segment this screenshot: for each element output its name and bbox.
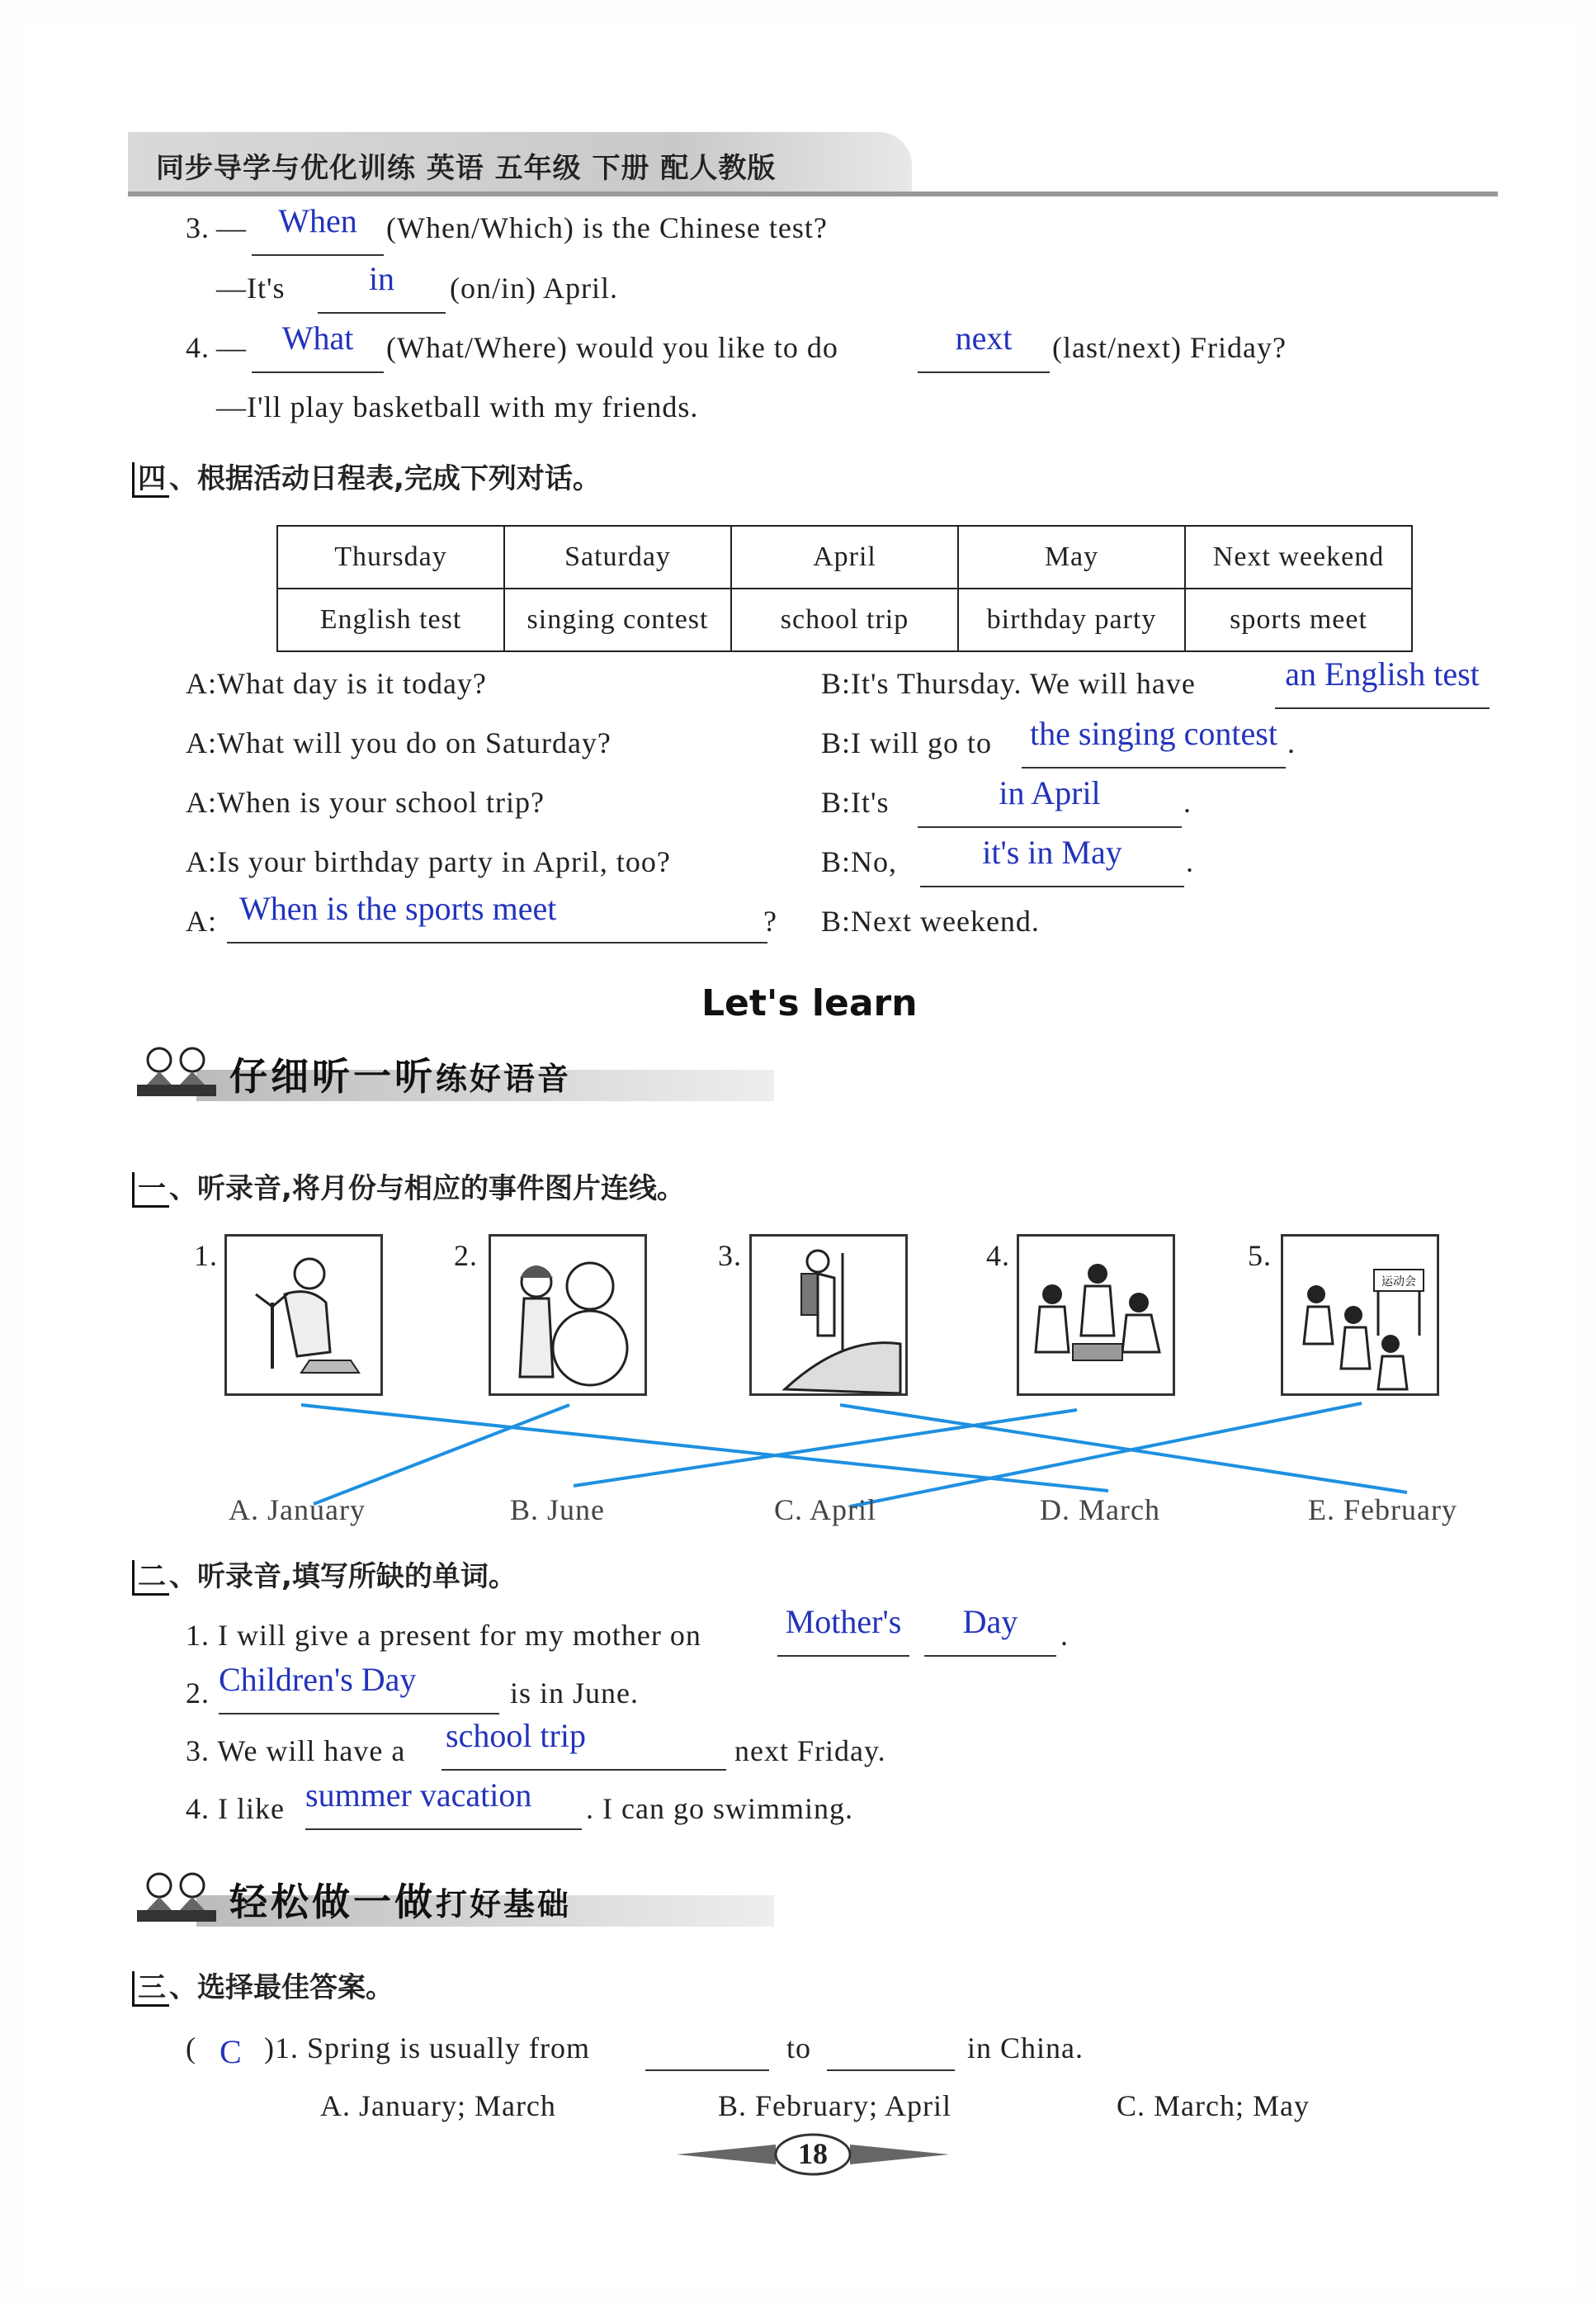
section2-number: 二: [132, 1560, 169, 1596]
fill-item-2-post: is in June.: [510, 1677, 640, 1710]
practice-banner: [130, 1872, 791, 1930]
fill-item-2-blank[interactable]: [219, 1663, 499, 1714]
fill-item-4-blank[interactable]: [305, 1776, 582, 1830]
table-cell: April: [731, 526, 958, 589]
choice-q1-mid: to: [786, 2031, 812, 2064]
section2-title: 、听录音,填写所缺的单词。: [169, 1560, 517, 1593]
item4-question-end: (last/next) Friday?: [1052, 331, 1287, 364]
listen-banner-big: 仔细听一听: [229, 1054, 436, 1099]
item3-num: 3.: [186, 211, 210, 244]
choice-q1-option-c[interactable]: C. March; May: [1117, 2089, 1310, 2122]
fill-item-4-pre: 4. I like: [186, 1792, 285, 1825]
dialog-a4: A:Is your birthday party in April, too?: [186, 845, 671, 878]
dialog-a2: A:What will you do on Saturday?: [186, 726, 611, 759]
choice-q1-blank-1[interactable]: [645, 2020, 769, 2071]
fill-item-1-pre: 1. I will give a present for my mother on: [186, 1619, 701, 1652]
month-c[interactable]: C. April: [774, 1493, 877, 1526]
fill-item-4-answer: summer vacation: [305, 1776, 532, 1814]
fill-item-4-post: . I can go swimming.: [586, 1792, 853, 1825]
page-number: 18: [798, 2137, 828, 2170]
section4-title: 、根据活动日程表,完成下列对话。: [169, 462, 601, 495]
dialog-b2-end: .: [1287, 726, 1296, 759]
month-e[interactable]: E. February: [1308, 1493, 1457, 1526]
item3-reply-pre: —It's: [216, 272, 286, 305]
section3-number: 三: [132, 1971, 169, 2007]
table-cell: English test: [277, 589, 504, 651]
table-cell: school trip: [731, 589, 958, 651]
dialog-b4-answer: it's in May: [982, 834, 1122, 871]
section2-heading: [132, 1554, 517, 1594]
item4-dash: —: [216, 331, 247, 364]
month-d[interactable]: D. March: [1040, 1493, 1160, 1526]
dialog-a5-answer: When is the sports meet: [239, 890, 557, 927]
dialog-a3: A:When is your school trip?: [186, 786, 545, 819]
page-number-ornament: [677, 2130, 949, 2179]
dialog-a1: A:What day is it today?: [186, 667, 487, 700]
fill-item-1-blank-1[interactable]: [777, 1603, 909, 1657]
dialog-b3: B:It's: [821, 786, 890, 819]
header-title: 同步导学与优化训练 英语 五年级 下册 配人教版: [156, 152, 777, 185]
practice-banner-big: 轻松做一做: [229, 1880, 436, 1924]
choice-q1-blank-2[interactable]: [827, 2020, 955, 2071]
dialog-b1-answer: an English test: [1285, 655, 1480, 693]
choice-q1-post: in China.: [967, 2031, 1084, 2064]
item3-question: (When/Which) is the Chinese test?: [386, 211, 828, 244]
fill-item-3-blank[interactable]: [441, 1719, 726, 1771]
section3-title: 、选择最佳答案。: [169, 1971, 394, 2004]
section3-heading: [132, 1965, 394, 2005]
item4-next-answer: next: [955, 319, 1013, 357]
dialog-b1: B:It's Thursday. We will have: [821, 667, 1196, 700]
item4-reply: —I'll play basketball with my friends.: [216, 390, 699, 423]
table-cell: May: [958, 526, 1185, 589]
fill-item-1-post: .: [1060, 1619, 1069, 1652]
pic-label-4: 4.: [986, 1239, 1010, 1272]
listen-banner-small: 练好语音: [436, 1061, 572, 1097]
item4-num: 4.: [186, 331, 210, 364]
month-b[interactable]: B. June: [510, 1493, 605, 1526]
pic-label-5: 5.: [1248, 1239, 1272, 1272]
section1-number: 一: [132, 1172, 169, 1208]
section4-number: 四: [132, 462, 169, 498]
choice-q1-answer[interactable]: C: [220, 2033, 242, 2070]
pic-label-1: 1.: [194, 1239, 218, 1272]
table-cell: birthday party: [958, 589, 1185, 651]
sports-meet-sign: 运动会: [1381, 1275, 1416, 1289]
table-cell: Saturday: [504, 526, 731, 589]
item3-reply-answer: in: [368, 260, 395, 297]
table-cell: Next weekend: [1185, 526, 1412, 589]
choice-q1-option-b[interactable]: B. February; April: [718, 2089, 951, 2122]
choice-q1-stem: )1. Spring is usually from: [264, 2031, 590, 2064]
item4-answer: What: [281, 319, 354, 357]
table-cell: Thursday: [277, 526, 504, 589]
dialog-b5: B:Next weekend.: [821, 905, 1040, 938]
item4-question: (What/Where) would you like to do: [386, 331, 838, 364]
dialog-a5-pre: A:: [186, 905, 217, 938]
item3-answer: When: [278, 202, 357, 239]
fill-item-3-answer: school trip: [446, 1717, 586, 1754]
practice-banner-small: 打好基础: [436, 1886, 572, 1923]
fill-item-2-answer: Children's Day: [219, 1661, 417, 1698]
lets-learn-heading: Let's learn: [701, 982, 918, 1024]
pic-label-2: 2.: [454, 1239, 478, 1272]
fill-item-1-answer-1: Mother's: [785, 1603, 902, 1640]
section1-title: 、听录音,将月份与相应的事件图片连线。: [169, 1172, 685, 1205]
dialog-b4: B:No,: [821, 845, 898, 878]
dialog-b3-end: .: [1183, 786, 1192, 819]
month-a[interactable]: A. January: [229, 1493, 366, 1526]
item3-reply-post: (on/in) April.: [450, 272, 618, 305]
dialog-a5-end: ?: [763, 905, 777, 938]
fill-item-1-blank-2[interactable]: [924, 1603, 1056, 1657]
fill-item-3-post: next Friday.: [734, 1734, 886, 1767]
choice-q1-paren-open: (: [186, 2031, 196, 2064]
dialog-b4-end: .: [1186, 845, 1194, 878]
fill-item-2-pre: 2.: [186, 1677, 210, 1710]
table-cell: singing contest: [504, 589, 731, 651]
item3-dash: —: [216, 211, 247, 244]
fill-item-3-pre: 3. We will have a: [186, 1734, 406, 1767]
pic-label-3: 3.: [718, 1239, 742, 1272]
fill-item-1-answer-2: Day: [962, 1603, 1018, 1640]
kids-studying-icon: [130, 1867, 221, 1933]
dialog-b2-answer: the singing contest: [1030, 715, 1277, 752]
choice-q1-option-a[interactable]: A. January; March: [320, 2089, 556, 2122]
table-cell: sports meet: [1185, 589, 1412, 651]
dialog-b3-answer: in April: [999, 774, 1101, 811]
dialog-b2: B:I will go to: [821, 726, 993, 759]
match-line-3: [840, 1405, 1407, 1492]
